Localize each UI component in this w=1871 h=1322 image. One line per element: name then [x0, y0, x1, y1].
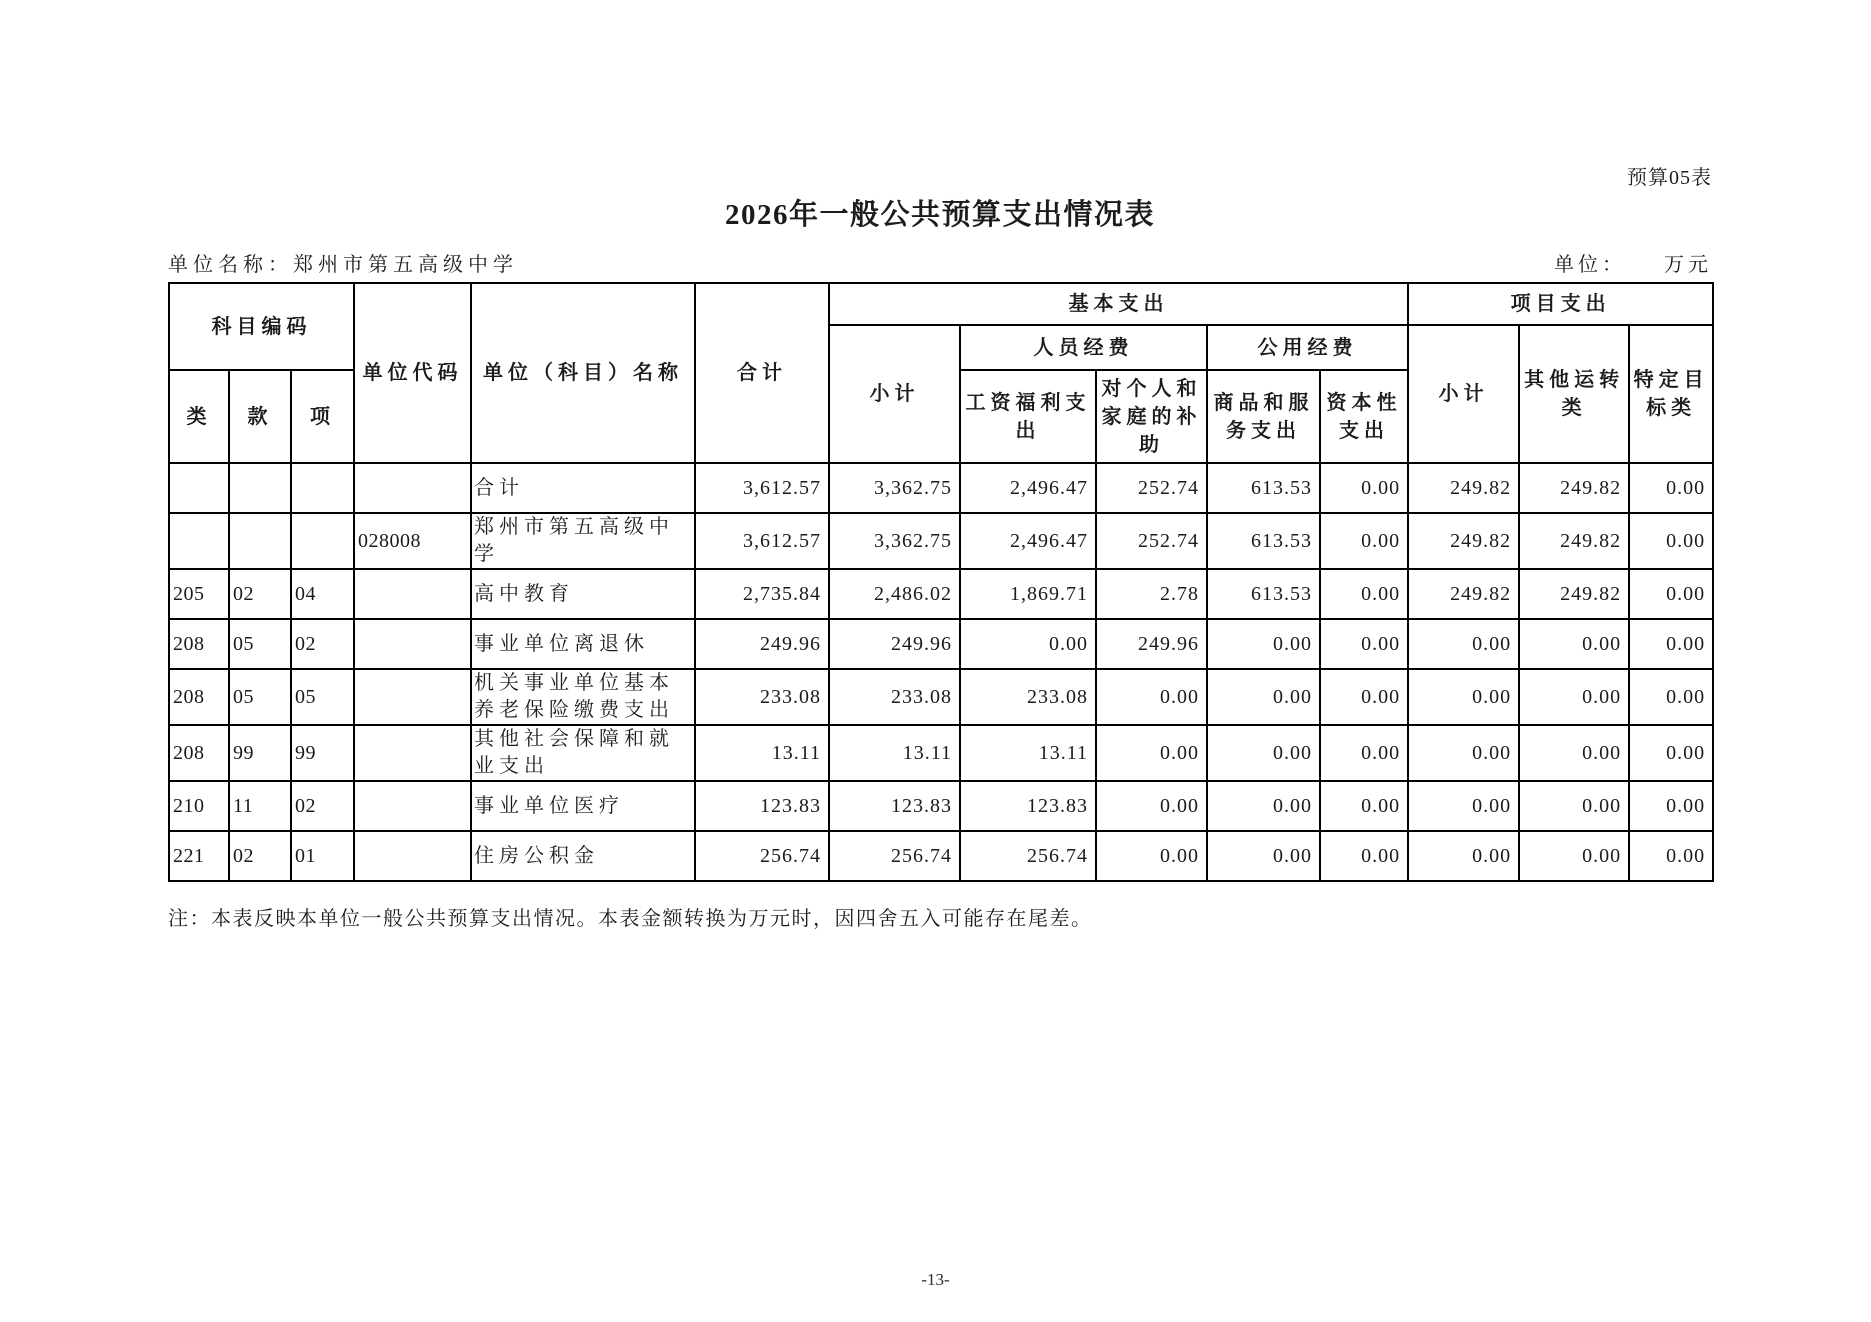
cell-project-subtotal: 249.82	[1408, 513, 1519, 569]
cell-name: 住房公积金	[471, 831, 695, 881]
cell-unit-code	[354, 463, 471, 513]
cell-item: 04	[291, 569, 354, 619]
th-project-expenditure: 项目支出	[1408, 283, 1713, 325]
cell-name: 事业单位医疗	[471, 781, 695, 831]
cell-specific-target: 0.00	[1629, 619, 1713, 669]
cell-salary-welfare: 1,869.71	[960, 569, 1096, 619]
cell-section	[229, 463, 291, 513]
cell-section: 05	[229, 619, 291, 669]
cell-project-subtotal: 0.00	[1408, 781, 1519, 831]
table-row	[169, 725, 1713, 781]
cell-capital: 0.00	[1320, 463, 1408, 513]
th-subject-code: 科目编码	[169, 283, 354, 370]
cell-goods-services: 0.00	[1207, 781, 1320, 831]
cell-basic-subtotal: 233.08	[829, 669, 960, 725]
cell-family-subsidy: 0.00	[1096, 831, 1207, 881]
cell-family-subsidy: 0.00	[1096, 669, 1207, 725]
cell-section: 05	[229, 669, 291, 725]
cell-item: 02	[291, 781, 354, 831]
cell-specific-target: 0.00	[1629, 831, 1713, 881]
cell-unit-code	[354, 781, 471, 831]
table-row	[169, 781, 1713, 831]
unit-name-value: 郑州市第五高级中学	[293, 254, 518, 276]
cell-class: 205	[169, 569, 229, 619]
cell-project-subtotal: 0.00	[1408, 669, 1519, 725]
cell-goods-services: 0.00	[1207, 669, 1320, 725]
th-other-operation: 其他运转类	[1519, 325, 1629, 463]
cell-basic-subtotal: 3,362.75	[829, 463, 960, 513]
cell-total: 249.96	[695, 619, 829, 669]
cell-family-subsidy: 252.74	[1096, 463, 1207, 513]
cell-capital: 0.00	[1320, 669, 1408, 725]
cell-project-subtotal: 249.82	[1408, 463, 1519, 513]
cell-capital: 0.00	[1320, 781, 1408, 831]
cell-section	[229, 513, 291, 569]
cell-family-subsidy: 252.74	[1096, 513, 1207, 569]
cell-family-subsidy: 2.78	[1096, 569, 1207, 619]
cell-specific-target: 0.00	[1629, 781, 1713, 831]
form-number-label: 预算05表	[1627, 167, 1712, 189]
cell-section: 99	[229, 725, 291, 781]
cell-capital: 0.00	[1320, 569, 1408, 619]
cell-capital: 0.00	[1320, 513, 1408, 569]
cell-capital: 0.00	[1320, 619, 1408, 669]
cell-name: 机关事业单位基本养老保险缴费支出	[471, 669, 695, 725]
cell-total: 123.83	[695, 781, 829, 831]
cell-total: 2,735.84	[695, 569, 829, 619]
cell-total: 3,612.57	[695, 513, 829, 569]
cell-class: 208	[169, 669, 229, 725]
cell-other-operation: 249.82	[1519, 513, 1629, 569]
th-project-subtotal: 小计	[1408, 325, 1519, 463]
cell-family-subsidy: 249.96	[1096, 619, 1207, 669]
cell-goods-services: 613.53	[1207, 463, 1320, 513]
cell-salary-welfare: 256.74	[960, 831, 1096, 881]
cell-item: 02	[291, 619, 354, 669]
th-goods-services: 商品和服务支出	[1207, 370, 1320, 463]
cell-basic-subtotal: 2,486.02	[829, 569, 960, 619]
cell-project-subtotal: 0.00	[1408, 725, 1519, 781]
cell-item	[291, 513, 354, 569]
table-body	[169, 463, 1713, 881]
th-unit-code: 单位代码	[354, 283, 471, 463]
table-row	[169, 569, 1713, 619]
cell-goods-services: 613.53	[1207, 513, 1320, 569]
cell-family-subsidy: 0.00	[1096, 725, 1207, 781]
currency-unit-line	[1554, 248, 1712, 277]
page-number: -13-	[921, 1270, 950, 1289]
cell-family-subsidy: 0.00	[1096, 781, 1207, 831]
cell-specific-target: 0.00	[1629, 569, 1713, 619]
cell-goods-services: 0.00	[1207, 619, 1320, 669]
th-family-subsidy: 对个人和家庭的补助	[1096, 370, 1207, 463]
unit-name-line	[168, 248, 518, 277]
th-personnel-funds: 人员经费	[960, 325, 1207, 370]
cell-basic-subtotal: 13.11	[829, 725, 960, 781]
cell-class: 208	[169, 725, 229, 781]
cell-class: 221	[169, 831, 229, 881]
cell-name: 合计	[471, 463, 695, 513]
cell-salary-welfare: 123.83	[960, 781, 1096, 831]
cell-section: 11	[229, 781, 291, 831]
th-capital-expenditure: 资本性支出	[1320, 370, 1408, 463]
cell-name: 事业单位离退休	[471, 619, 695, 669]
th-specific-target: 特定目标类	[1629, 325, 1713, 463]
cell-total: 256.74	[695, 831, 829, 881]
th-section: 款	[229, 370, 291, 463]
cell-total: 13.11	[695, 725, 829, 781]
cell-specific-target: 0.00	[1629, 463, 1713, 513]
cell-basic-subtotal: 249.96	[829, 619, 960, 669]
header-row-1	[169, 283, 1713, 325]
cell-other-operation: 0.00	[1519, 831, 1629, 881]
table-row	[169, 513, 1713, 569]
cell-unit-code	[354, 619, 471, 669]
cell-unit-code	[354, 831, 471, 881]
currency-unit-value: 万元	[1664, 254, 1712, 276]
cell-goods-services: 0.00	[1207, 831, 1320, 881]
cell-unit-code	[354, 669, 471, 725]
cell-item: 99	[291, 725, 354, 781]
cell-specific-target: 0.00	[1629, 513, 1713, 569]
cell-capital: 0.00	[1320, 831, 1408, 881]
cell-total: 3,612.57	[695, 463, 829, 513]
cell-other-operation: 0.00	[1519, 669, 1629, 725]
cell-unit-code: 028008	[354, 513, 471, 569]
th-public-funds: 公用经费	[1207, 325, 1408, 370]
th-basic-subtotal: 小计	[829, 325, 960, 463]
cell-other-operation: 0.00	[1519, 619, 1629, 669]
cell-class: 208	[169, 619, 229, 669]
cell-name: 其他社会保障和就业支出	[471, 725, 695, 781]
cell-item: 05	[291, 669, 354, 725]
cell-unit-code	[354, 725, 471, 781]
cell-other-operation: 0.00	[1519, 781, 1629, 831]
table-row	[169, 619, 1713, 669]
th-unit-subject-name: 单位（科目）名称	[471, 283, 695, 463]
cell-item: 01	[291, 831, 354, 881]
cell-class: 210	[169, 781, 229, 831]
budget-table	[168, 282, 1714, 882]
cell-section: 02	[229, 569, 291, 619]
cell-salary-welfare: 233.08	[960, 669, 1096, 725]
cell-basic-subtotal: 3,362.75	[829, 513, 960, 569]
cell-unit-code	[354, 569, 471, 619]
cell-class	[169, 513, 229, 569]
cell-other-operation: 249.82	[1519, 569, 1629, 619]
cell-item	[291, 463, 354, 513]
cell-other-operation: 249.82	[1519, 463, 1629, 513]
cell-goods-services: 0.00	[1207, 725, 1320, 781]
cell-project-subtotal: 0.00	[1408, 831, 1519, 881]
cell-basic-subtotal: 256.74	[829, 831, 960, 881]
cell-goods-services: 613.53	[1207, 569, 1320, 619]
unit-name-label: 单位名称：	[168, 254, 293, 276]
cell-basic-subtotal: 123.83	[829, 781, 960, 831]
table-row	[169, 463, 1713, 513]
meta-line	[168, 248, 1712, 277]
cell-project-subtotal: 0.00	[1408, 619, 1519, 669]
th-class: 类	[169, 370, 229, 463]
cell-class	[169, 463, 229, 513]
th-basic-expenditure: 基本支出	[829, 283, 1408, 325]
cell-name: 高中教育	[471, 569, 695, 619]
cell-salary-welfare: 2,496.47	[960, 513, 1096, 569]
footnote: 注：本表反映本单位一般公共预算支出情况。本表金额转换为万元时，因四舍五入可能存在尾差。	[168, 908, 1093, 930]
table-row	[169, 669, 1713, 725]
th-item: 项	[291, 370, 354, 463]
cell-name: 郑州市第五高级中学	[471, 513, 695, 569]
table-header	[169, 283, 1713, 463]
cell-section: 02	[229, 831, 291, 881]
th-total: 合计	[695, 283, 829, 463]
cell-salary-welfare: 2,496.47	[960, 463, 1096, 513]
cell-specific-target: 0.00	[1629, 725, 1713, 781]
cell-salary-welfare: 0.00	[960, 619, 1096, 669]
cell-total: 233.08	[695, 669, 829, 725]
currency-unit-label: 单位：	[1554, 254, 1626, 276]
cell-specific-target: 0.00	[1629, 669, 1713, 725]
cell-salary-welfare: 13.11	[960, 725, 1096, 781]
th-salary-welfare: 工资福利支出	[960, 370, 1096, 463]
table-row	[169, 831, 1713, 881]
cell-project-subtotal: 249.82	[1408, 569, 1519, 619]
page-title: 2026年一般公共预算支出情况表	[724, 199, 1155, 231]
cell-other-operation: 0.00	[1519, 725, 1629, 781]
cell-capital: 0.00	[1320, 725, 1408, 781]
